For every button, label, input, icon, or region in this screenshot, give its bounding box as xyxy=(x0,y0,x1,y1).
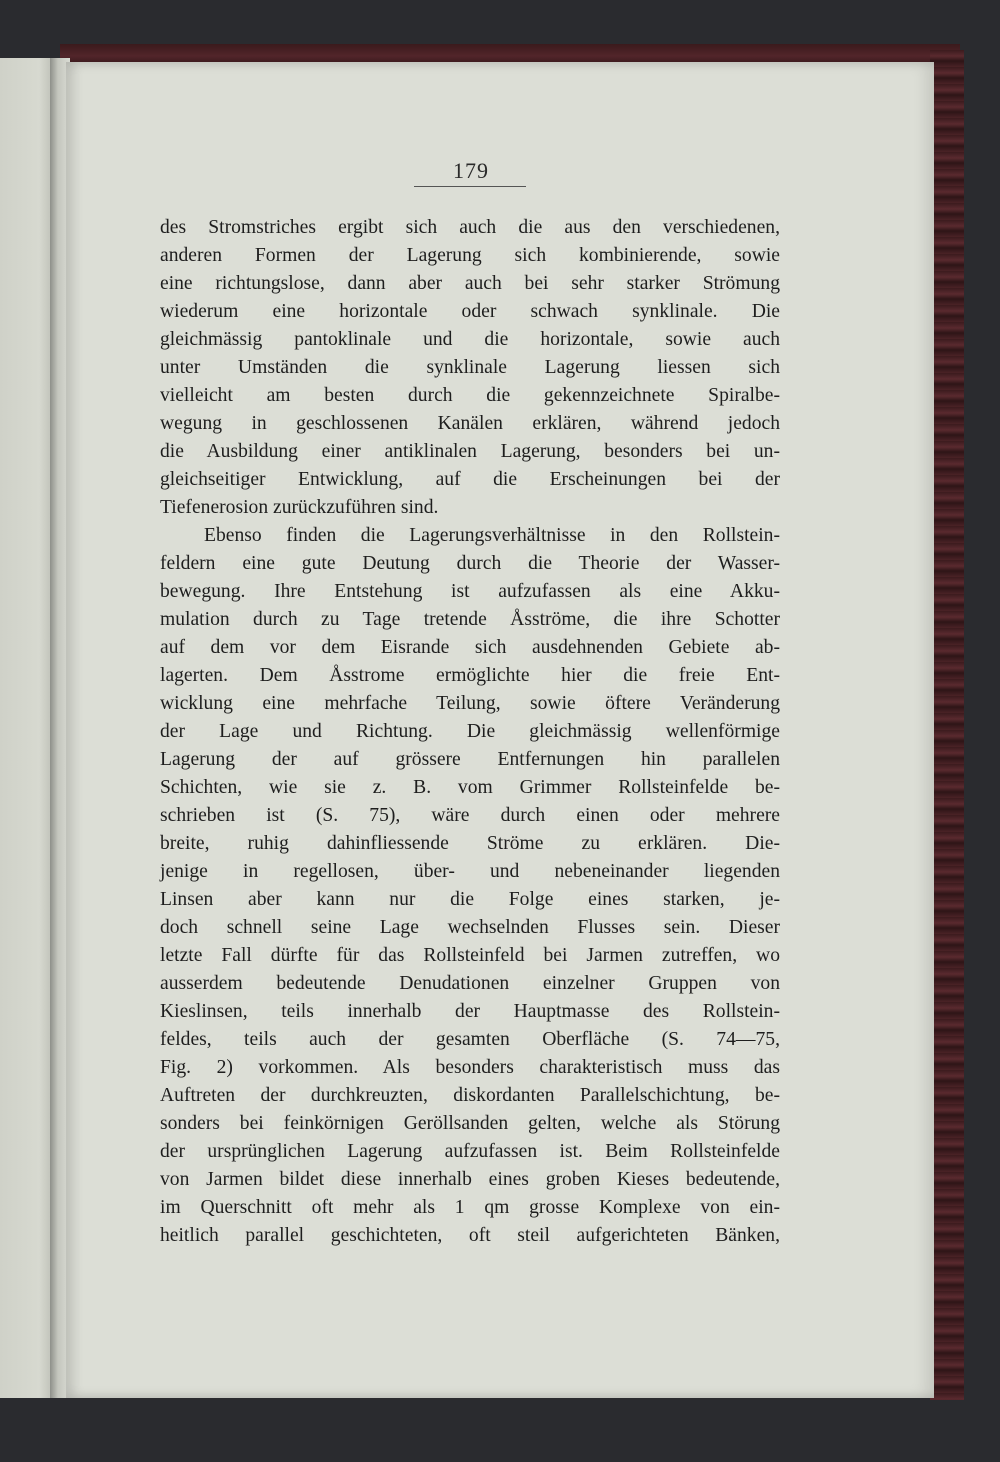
body-text xyxy=(160,214,780,1250)
text-line: von Jarmen bildet diese innerhalb eines groben Kieses bedeutende, xyxy=(160,1169,780,1190)
text-line: Schichten, wie sie z. B. vom Grimmer Rollsteinfelde be- xyxy=(160,777,780,798)
text-line: heitlich parallel geschichteten, oft steil aufgerichteten Bänken, xyxy=(160,1225,780,1246)
text-line: Kieslinsen, teils innerhalb der Hauptmasse des Rollstein- xyxy=(160,1001,780,1022)
text-line: anderen Formen der Lagerung sich kombinierende, sowie xyxy=(160,245,780,266)
text-line: gleichseitiger Entwicklung, auf die Erscheinungen bei der xyxy=(160,469,780,490)
text-line: eine richtungslose, dann aber auch bei sehr starker Strömung xyxy=(160,273,780,294)
text-line: Ebenso finden die Lagerungsverhältnisse in den Rollstein- xyxy=(204,525,780,546)
text-line: vielleicht am besten durch die gekennzeichnete Spiralbe- xyxy=(160,385,780,406)
text-line: letzte Fall dürfte für das Rollsteinfeld bei Jarmen zutreffen, wo xyxy=(160,945,780,966)
page-number-rule xyxy=(414,186,526,187)
text-line: Linsen aber kann nur die Folge eines starken, je- xyxy=(160,889,780,910)
text-line: lagerten. Dem Åsstrome ermöglichte hier die freie Ent- xyxy=(160,665,780,686)
text-line: Fig. 2) vorkommen. Als besonders charakteristisch muss das xyxy=(160,1057,780,1078)
text-line: Auftreten der durchkreuzten, diskordanten Parallelschichtung, be- xyxy=(160,1085,780,1106)
previous-page-edge xyxy=(0,58,56,1398)
text-line: mulation durch zu Tage tretende Åsströme, die ihre Schotter xyxy=(160,609,780,630)
book-cover-edge-right xyxy=(930,50,964,1400)
text-line: bewegung. Ihre Entstehung ist aufzufassen als eine Akku- xyxy=(160,581,780,602)
text-line: wicklung eine mehrfache Teilung, sowie öftere Veränderung xyxy=(160,693,780,714)
text-line: sonders bei feinkörnigen Geröllsanden gelten, welche als Störung xyxy=(160,1113,780,1134)
text-line: Tiefenerosion zurückzuführen sind. xyxy=(160,497,439,518)
text-line: feldes, teils auch der gesamten Oberfläche (S. 74—75, xyxy=(160,1029,780,1050)
text-line: gleichmässig pantoklinale und die horizontale, sowie auch xyxy=(160,329,780,350)
text-line: Lagerung der auf grössere Entfernungen hin parallelen xyxy=(160,749,780,770)
text-line: schrieben ist (S. 75), wäre durch einen oder mehrere xyxy=(160,805,780,826)
text-line: im Querschnitt oft mehr als 1 qm grosse Komplexe von ein- xyxy=(160,1197,780,1218)
text-line: breite, ruhig dahinfliessende Ströme zu erklären. Die- xyxy=(160,833,780,854)
text-line: die Ausbildung einer antiklinalen Lagerung, besonders bei un- xyxy=(160,441,780,462)
text-line: auf dem vor dem Eisrande sich ausdehnenden Gebiete ab- xyxy=(160,637,780,658)
text-line: feldern eine gute Deutung durch die Theorie der Wasser- xyxy=(160,553,780,574)
text-line: wiederum eine horizontale oder schwach synklinale. Die xyxy=(160,301,780,322)
text-line: jenige in regellosen, über- und nebeneinander liegenden xyxy=(160,861,780,882)
text-line: des Stromstriches ergibt sich auch die aus den verschiedenen, xyxy=(160,217,780,238)
page-number: 179 xyxy=(453,158,489,183)
text-line: wegung in geschlossenen Kanälen erklären, während jedoch xyxy=(160,413,780,434)
text-line: der ursprünglichen Lagerung aufzufassen ist. Beim Rollsteinfelde xyxy=(160,1141,780,1162)
text-line: doch schnell seine Lage wechselnden Flusses sein. Dieser xyxy=(160,917,780,938)
text-line: der Lage und Richtung. Die gleichmässig wellenförmige xyxy=(160,721,780,742)
text-line: ausserdem bedeutende Denudationen einzelner Gruppen von xyxy=(160,973,780,994)
text-line: unter Umständen die synklinale Lagerung liessen sich xyxy=(160,357,780,378)
